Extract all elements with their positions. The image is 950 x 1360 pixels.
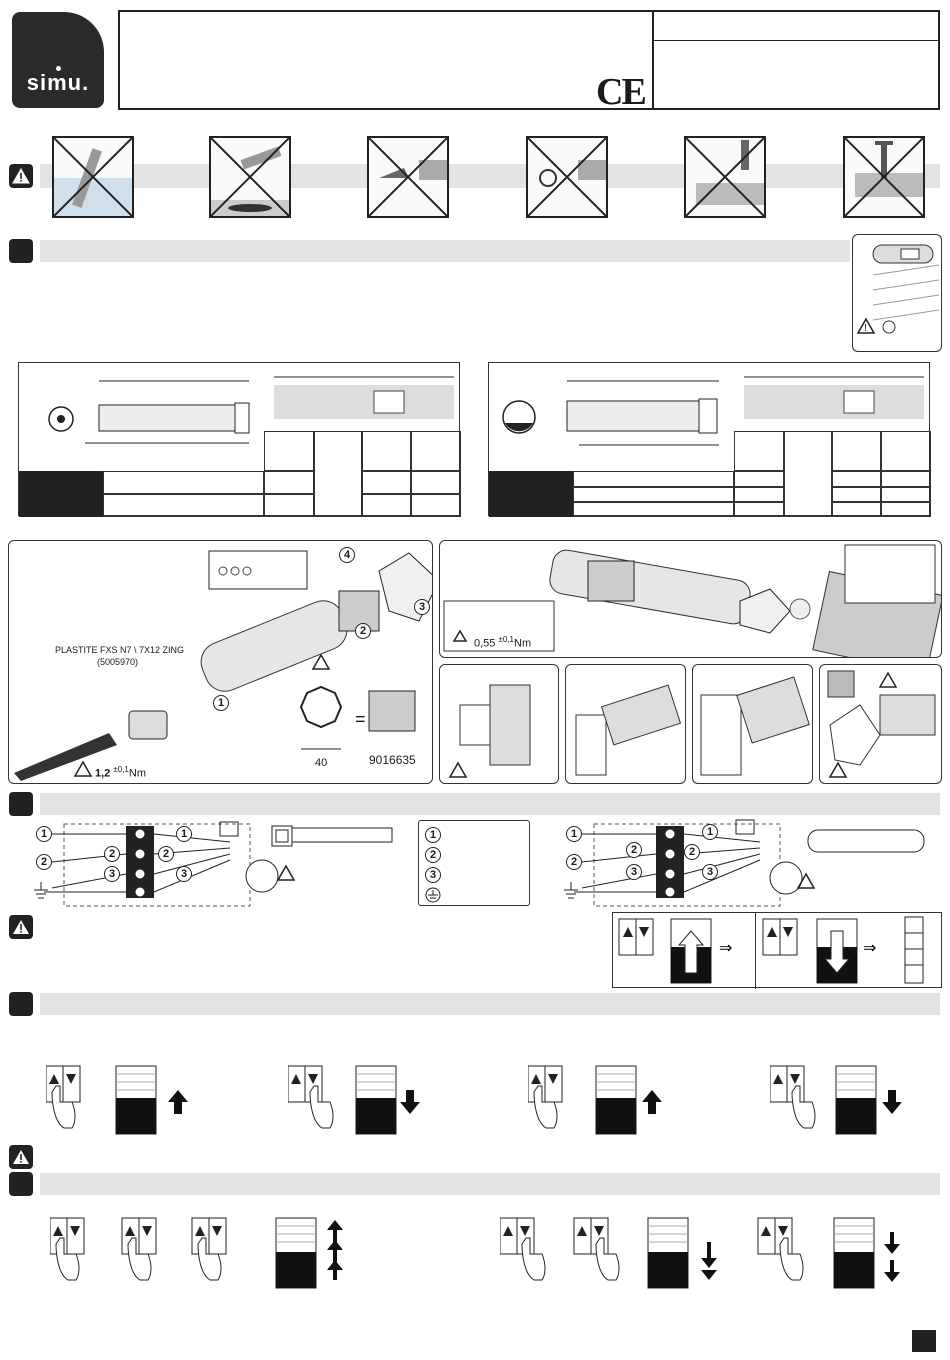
table-cell (832, 431, 881, 471)
section-4-band (40, 1173, 940, 1195)
table-header-block (489, 471, 573, 517)
section-2-band (40, 793, 940, 815)
no-water-icon (52, 136, 134, 218)
terminal-in-1: 1 (36, 826, 52, 842)
terminal-in-2: 2 (36, 854, 52, 870)
table-cell (103, 471, 264, 494)
step-3-circle: 3 (414, 599, 430, 615)
adapter-ref: 9016635 (369, 753, 416, 767)
wiring-legend (418, 820, 530, 906)
terminal-out-3: 3 (702, 864, 718, 880)
terminal-mid-3: 3 (104, 866, 120, 882)
table-cell (264, 471, 314, 494)
logo-text: simu. (26, 70, 90, 95)
fitting-panel-left (8, 540, 433, 784)
terminal-out-3: 3 (176, 866, 192, 882)
control-down-1 (288, 1062, 488, 1142)
header-divider (652, 10, 654, 110)
step-1-circle: 1 (213, 695, 229, 711)
terminal-mid-3: 3 (626, 864, 642, 880)
table-cell (362, 471, 411, 494)
step-4-circle: 4 (339, 547, 355, 563)
table-cell (734, 502, 784, 517)
fitting-panel-right (439, 540, 942, 658)
terminal-mid-2: 2 (104, 846, 120, 862)
table-cell (734, 471, 784, 487)
table-cell (832, 487, 881, 502)
table-cell (881, 431, 931, 471)
terminal-out-2: 2 (684, 844, 700, 860)
direction-check-panel (612, 912, 942, 988)
programming-up-sequence (50, 1214, 350, 1294)
legend-3: 3 (425, 867, 441, 883)
terminal-out-1: 1 (176, 826, 192, 842)
torque-right: 0,55 $^{\pm 0,1}$Nm (474, 635, 532, 650)
warning-icon (9, 915, 33, 939)
legend-2: 2 (425, 847, 441, 863)
no-drop-icon (209, 136, 291, 218)
warning-icon (9, 164, 33, 188)
table-cell (573, 487, 734, 502)
table-cell (881, 487, 931, 502)
ground-icon (425, 887, 441, 903)
legend-1: 1 (425, 827, 441, 843)
table-cell (264, 494, 314, 517)
table-header-block (19, 471, 103, 517)
control-up-2 (528, 1062, 728, 1142)
ce-mark: CE (596, 71, 645, 113)
no-drill-icon (684, 136, 766, 218)
warning-band (40, 164, 940, 188)
no-screw-icon (843, 136, 925, 218)
table-cell (734, 487, 784, 502)
section-4-marker (9, 1172, 33, 1196)
tube-illustration-panel (852, 234, 942, 352)
octagon-size: 40 (315, 757, 328, 769)
control-up-1 (46, 1062, 246, 1142)
table-cell (573, 471, 734, 487)
table-cell (362, 494, 411, 517)
table-cell (411, 471, 461, 494)
table-cell (832, 502, 881, 517)
header-frame (118, 10, 940, 110)
control-down-2 (770, 1062, 940, 1142)
bracket-panel-4 (819, 664, 942, 784)
section-1-band (40, 240, 850, 262)
table-cell (411, 431, 461, 471)
terminal-out-2: 2 (158, 846, 174, 862)
page-corner-marker (912, 1330, 936, 1352)
bracket-panel-3 (692, 664, 813, 784)
table-cell (103, 494, 264, 517)
section-1-marker (9, 239, 33, 263)
step-2-circle: 2 (355, 623, 371, 639)
terminal-mid-2: 2 (626, 842, 642, 858)
wiring-diagram-right (560, 818, 942, 912)
screw-label: PLASTITE FXS N7 \ 7X12 ZING (55, 645, 185, 655)
no-hammer-icon (367, 136, 449, 218)
equals-sign: = (355, 709, 366, 729)
table-cell (314, 431, 362, 517)
svg-text:!: ! (864, 323, 867, 334)
screw-ref: (5005970) (97, 657, 139, 667)
section-3-marker (9, 992, 33, 1016)
dimension-table-right (488, 362, 930, 516)
warning-icon (9, 1145, 33, 1169)
programming-down-sequence (500, 1214, 940, 1294)
table-cell (264, 431, 314, 471)
svg-text:⇒: ⇒ (719, 940, 733, 957)
header-hline (654, 40, 940, 41)
section-2-marker (9, 792, 33, 816)
terminal-in-1: 1 (566, 826, 582, 842)
torque-left: 1,2 $^{\pm 0,1}$Nm (95, 765, 146, 780)
no-cut-cable-icon (526, 136, 608, 218)
wiring-diagram-left (30, 818, 420, 912)
terminal-out-1: 1 (702, 824, 718, 840)
section-3-band (40, 993, 940, 1015)
table-cell (881, 502, 931, 517)
terminal-in-2: 2 (566, 854, 582, 870)
table-cell (573, 502, 734, 517)
table-cell (411, 494, 461, 517)
table-cell (784, 431, 832, 517)
bracket-panel-1 (439, 664, 559, 784)
table-cell (362, 431, 411, 471)
table-cell (734, 431, 784, 471)
table-cell (881, 471, 931, 487)
dimension-table-left (18, 362, 460, 516)
table-cell (832, 471, 881, 487)
bracket-panel-2 (565, 664, 686, 784)
simu-logo (12, 12, 104, 108)
svg-text:⇒: ⇒ (863, 940, 877, 957)
